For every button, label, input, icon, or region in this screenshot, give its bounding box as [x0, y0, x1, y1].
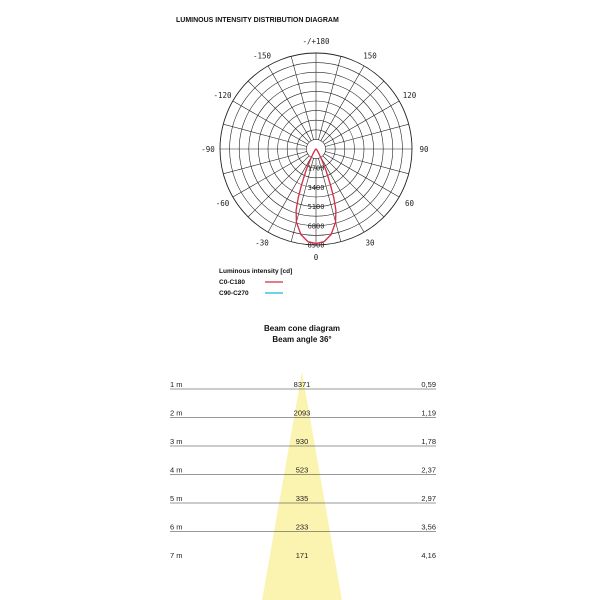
- polar-angle-label: -150: [252, 51, 272, 61]
- cone-row: [170, 523, 436, 532]
- row-diameter: 1,78: [421, 437, 436, 446]
- row-distance: 3 m: [170, 437, 183, 446]
- polar-ring-label: 3400: [307, 183, 325, 192]
- polar-angle-label: 120: [402, 91, 417, 100]
- row-distance: 6 m: [170, 522, 183, 532]
- cone-row: [170, 380, 436, 389]
- row-diameter: 2,37: [421, 465, 436, 475]
- cone-row: [170, 409, 436, 418]
- polar-title: LUMINOUS INTENSITY DISTRIBUTION DIAGRAM: [176, 17, 339, 24]
- row-diameter: 0,59: [421, 380, 436, 389]
- polar-angle-label: -30: [255, 238, 269, 248]
- row-distance: 2 m: [170, 408, 183, 418]
- polar-angle-label: 30: [365, 238, 375, 248]
- row-illuminance: 171: [295, 551, 309, 560]
- polar-ring-label: 5100: [307, 203, 325, 212]
- cone-subtitle: Beam angle 36°: [272, 335, 332, 344]
- row-illuminance: 2093: [293, 408, 311, 418]
- polar-angle-label: -90: [201, 145, 215, 154]
- row-distance: 4 m: [170, 465, 183, 475]
- row-distance: 7 m: [170, 551, 183, 560]
- row-distance: 5 m: [170, 494, 183, 503]
- polar-angle-label: 0: [313, 253, 319, 262]
- row-illuminance: 233: [295, 522, 309, 532]
- row-illuminance: 335: [295, 494, 309, 503]
- legend-label-c90: C90-C270: [219, 290, 249, 297]
- row-diameter: 3,56: [421, 522, 436, 532]
- polar-angle-label: 60: [405, 199, 415, 208]
- polar-angle-label: -60: [215, 199, 230, 208]
- beam-cone: [242, 372, 362, 600]
- row-diameter: 4,16: [421, 551, 436, 560]
- cone-title: Beam cone diagram: [263, 324, 341, 333]
- legend-title: Luminous intensity [cd]: [219, 268, 293, 275]
- legend-label-c0: C0-C180: [219, 279, 246, 286]
- cone-row: [170, 551, 436, 560]
- cone-row: [170, 494, 436, 503]
- row-diameter: 2,97: [421, 494, 436, 503]
- row-illuminance: 523: [295, 465, 309, 475]
- row-illuminance: 8371: [293, 380, 311, 389]
- polar-angle-label: 90: [419, 145, 429, 154]
- row-diameter: 1,19: [421, 408, 436, 418]
- polar-ring-label: 1700: [307, 164, 325, 173]
- polar-ring-label: 8500: [307, 241, 325, 250]
- polar-angle-label: -/+180: [302, 37, 330, 46]
- cone-row: [170, 466, 436, 475]
- polar-angle-label: -120: [213, 91, 232, 100]
- cone-row: [170, 437, 436, 446]
- row-distance: 1 m: [170, 380, 183, 389]
- row-illuminance: 930: [295, 437, 309, 446]
- polar-ring-label: 6800: [307, 222, 325, 231]
- polar-angle-label: 150: [363, 51, 377, 61]
